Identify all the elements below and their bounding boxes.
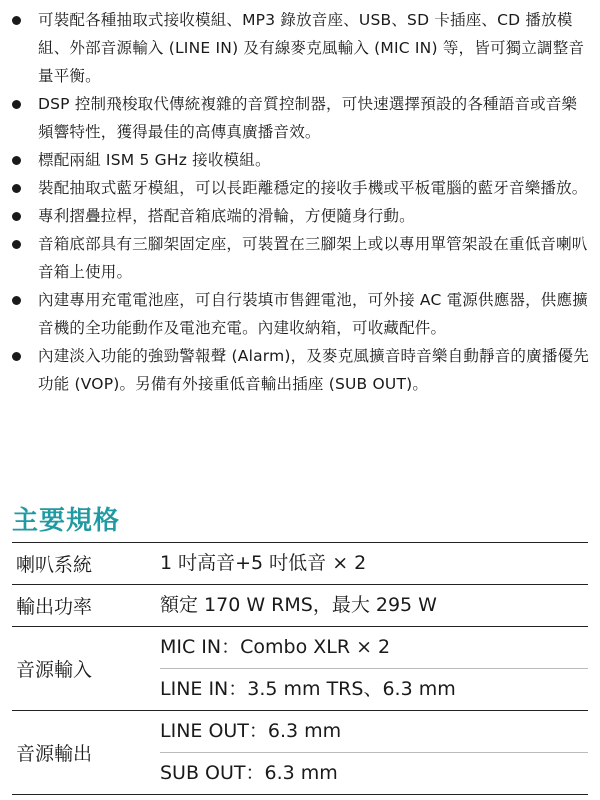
feature-item (0, 286, 600, 342)
bullet-icon (12, 296, 21, 305)
bullet-icon (12, 16, 21, 25)
feature-item (0, 6, 600, 90)
spec-value-cell (156, 543, 588, 585)
feature-text: 標配兩組 ISM 5 GHz 接收模組。 (38, 151, 271, 169)
spec-value: LINE IN：3.5 mm TRS、6.3 mm (160, 668, 588, 710)
feature-text: DSP 控制飛梭取代傳統複雜的音質控制器，可快速選擇預設的各種語音或音樂頻響特性，獲得最佳的高傳真廣播音效。 (38, 95, 578, 141)
feature-text: 內建淡入功能的強勁警報聲 (Alarm)，及麥克風擴音時音樂自動靜音的廣播優先功能 (VOP)。另備有外接重低音輸出插座 (SUB OUT)。 (38, 347, 589, 393)
bullet-icon (12, 184, 21, 193)
feature-text: 內建專用充電電池座，可自行裝填市售鋰電池，可外接 AC 電源供應器，供應擴音機的全功能動作及電池充電。內建收納箱，可收藏配件。 (38, 291, 588, 337)
bullet-icon (12, 212, 21, 221)
spec-table (12, 542, 588, 795)
bullet-icon (12, 100, 21, 109)
spec-value-cell (156, 627, 588, 711)
spec-row-input (12, 627, 588, 711)
feature-text: 專利摺疊拉桿，搭配音箱底端的滑輪，方便隨身行動。 (38, 207, 415, 225)
spec-label: 輸出功率 (16, 596, 93, 618)
spec-row-output (12, 711, 588, 795)
feature-text: 可裝配各種抽取式接收模組、MP3 錄放音座、USB、SD 卡插座、CD 播放模組、外部音源輸入 (LINE IN) 及有線麥克風輸入 (MIC IN) 等，皆可獨立調整音量平衡。 (38, 11, 585, 85)
feature-item (0, 174, 600, 202)
feature-item (0, 90, 600, 146)
spec-value: MIC IN：Combo XLR × 2 (160, 636, 391, 658)
bullet-icon (12, 240, 21, 249)
spec-value-cell (156, 711, 588, 795)
spec-label: 喇叭系統 (16, 554, 93, 576)
spec-value: SUB OUT：6.3 mm (160, 752, 588, 794)
feature-text: 裝配抽取式藍牙模組，可以長距離穩定的接收手機或平板電腦的藍牙音樂播放。 (38, 179, 588, 197)
feature-item (0, 146, 600, 174)
bullet-icon (12, 352, 21, 361)
spec-row-power (12, 585, 588, 627)
feature-list (0, 6, 600, 398)
spec-row-speaker (12, 543, 588, 585)
spec-label: 音源輸入 (16, 659, 93, 681)
spec-section-title: 主要規格 (12, 506, 121, 536)
spec-value: 1 吋高音+5 吋低音 × 2 (160, 552, 367, 574)
bullet-icon (12, 156, 21, 165)
feature-item (0, 230, 600, 286)
spec-label: 音源輸出 (16, 743, 93, 765)
feature-item (0, 342, 600, 398)
spec-value: LINE OUT：6.3 mm (160, 720, 342, 742)
spec-value: 額定 170 W RMS，最大 295 W (160, 594, 437, 616)
feature-item (0, 202, 600, 230)
spec-value-cell (156, 585, 588, 627)
feature-text: 音箱底部具有三腳架固定座，可裝置在三腳架上或以專用單管架設在重低音喇叭音箱上使用。 (38, 235, 588, 281)
